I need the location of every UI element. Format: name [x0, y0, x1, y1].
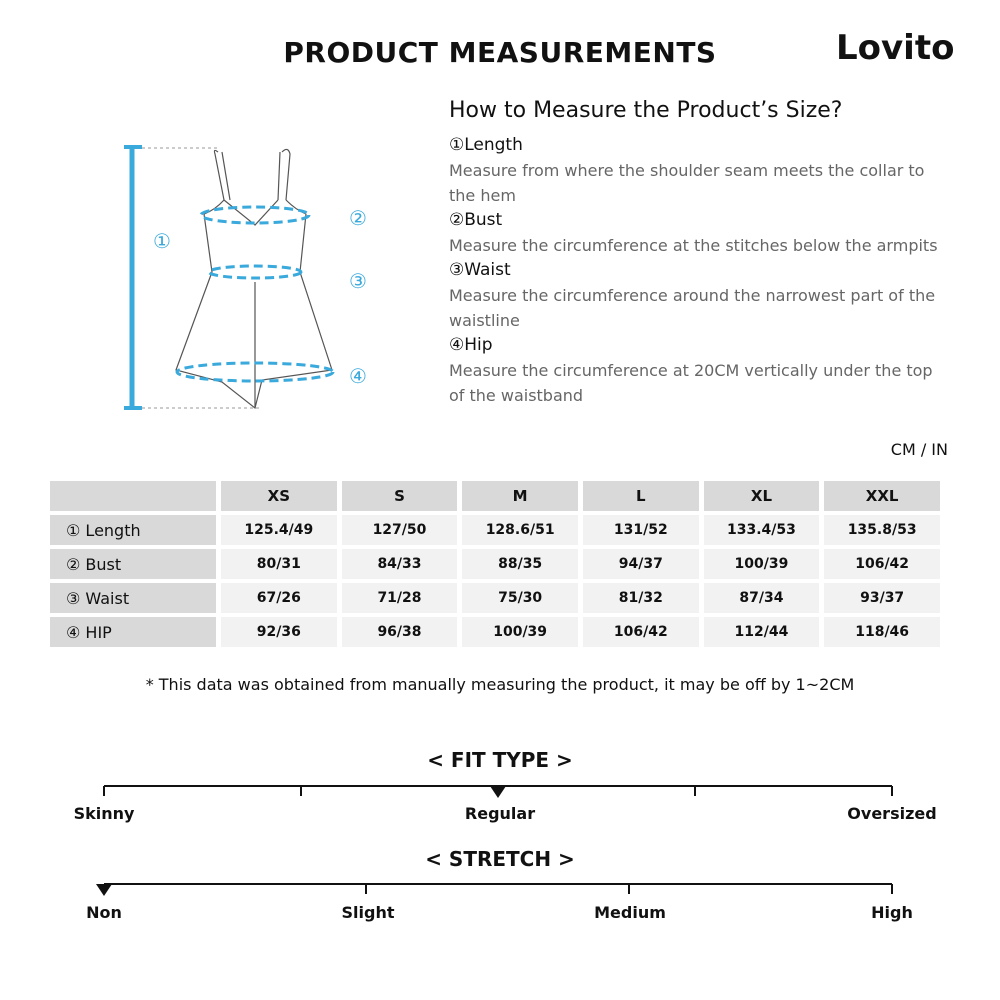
- table-cell: 67/26: [221, 583, 337, 613]
- measure-title: ④Hip: [449, 335, 493, 355]
- fit-label-regular: Regular: [464, 804, 536, 823]
- measure-item-bust: [449, 208, 949, 258]
- stretch-label-non: Non: [86, 903, 122, 922]
- stretch-scale: [0, 874, 1000, 898]
- row-label: ① Length: [50, 515, 216, 545]
- table-row: [50, 549, 940, 579]
- stretch-label-slight: Slight: [341, 903, 395, 922]
- table-cell: 100/39: [462, 617, 578, 647]
- stretch-label-medium: Medium: [594, 903, 666, 922]
- table-cell: 112/44: [704, 617, 820, 647]
- table-cell: 92/36: [221, 617, 337, 647]
- fit-label-oversized: Oversized: [847, 804, 937, 823]
- table-row: [50, 515, 940, 545]
- header-corner: [50, 481, 216, 511]
- table-cell: 84/33: [342, 549, 458, 579]
- table-cell: 88/35: [462, 549, 578, 579]
- size-header-row: [50, 481, 940, 511]
- brand-logo: Lovito: [836, 28, 955, 68]
- table-cell: 127/50: [342, 515, 458, 545]
- table-cell: 125.4/49: [221, 515, 337, 545]
- table-cell: 100/39: [704, 549, 820, 579]
- table-cell: 80/31: [221, 549, 337, 579]
- measure-item-waist: [449, 258, 949, 333]
- table-cell: 71/28: [342, 583, 458, 613]
- stretch-title: < STRETCH >: [425, 847, 575, 871]
- table-cell: 106/42: [583, 617, 699, 647]
- table-cell: 128.6/51: [462, 515, 578, 545]
- measure-item-hip: [449, 333, 949, 408]
- size-header: XS: [221, 481, 337, 511]
- table-cell: 131/52: [583, 515, 699, 545]
- measure-title: ②Bust: [449, 210, 503, 230]
- table-cell: 96/38: [342, 617, 458, 647]
- unit-label: CM / IN: [890, 440, 948, 459]
- size-header: XL: [704, 481, 820, 511]
- page-title: PRODUCT MEASUREMENTS: [283, 36, 717, 69]
- table-cell: 135.8/53: [824, 515, 940, 545]
- marker-waist: ③: [349, 269, 367, 293]
- row-label: ② Bust: [50, 549, 216, 579]
- fit-label-skinny: Skinny: [73, 804, 135, 823]
- fit-type-scale: [0, 776, 1000, 800]
- size-header: S: [342, 481, 458, 511]
- measure-desc: Measure the circumference at the stitches below the armpits: [449, 236, 938, 255]
- size-header: M: [462, 481, 578, 511]
- size-header: XXL: [824, 481, 940, 511]
- how-to-measure: [449, 98, 949, 408]
- table-row: [50, 583, 940, 613]
- table-cell: 118/46: [824, 617, 940, 647]
- size-header: L: [583, 481, 699, 511]
- table-cell: 81/32: [583, 583, 699, 613]
- fit-type-title: < FIT TYPE >: [427, 748, 573, 772]
- waist-loop: [209, 266, 301, 278]
- measure-desc: Measure the circumference at 20CM vertically under the top of the waistband: [449, 361, 933, 405]
- bust-loop: [201, 207, 309, 223]
- table-row: [50, 617, 940, 647]
- table-cell: 87/34: [704, 583, 820, 613]
- how-to-heading: How to Measure the Product’s Size?: [449, 98, 843, 123]
- marker-length: ①: [153, 229, 171, 253]
- table-cell: 93/37: [824, 583, 940, 613]
- marker-bust: ②: [349, 206, 367, 230]
- measure-item-length: [449, 133, 949, 208]
- stretch-label-high: High: [871, 903, 913, 922]
- size-table: [45, 477, 945, 651]
- measurement-note: * This data was obtained from manually measuring the product, it may be off by 1~2CM: [145, 675, 855, 694]
- table-cell: 106/42: [824, 549, 940, 579]
- garment-illustration: [120, 130, 380, 430]
- row-label: ③ Waist: [50, 583, 216, 613]
- row-label: ④ HIP: [50, 617, 216, 647]
- measure-title: ③Waist: [449, 260, 511, 280]
- table-cell: 94/37: [583, 549, 699, 579]
- marker-hip: ④: [349, 364, 367, 388]
- measure-desc: Measure from where the shoulder seam meets the collar to the hem: [449, 161, 925, 205]
- table-cell: 133.4/53: [704, 515, 820, 545]
- table-cell: 75/30: [462, 583, 578, 613]
- measure-desc: Measure the circumference around the narrowest part of the waistline: [449, 286, 936, 330]
- stretch-indicator: [96, 884, 112, 896]
- fit-type-indicator: [490, 786, 506, 798]
- measure-title: ①Length: [449, 135, 523, 155]
